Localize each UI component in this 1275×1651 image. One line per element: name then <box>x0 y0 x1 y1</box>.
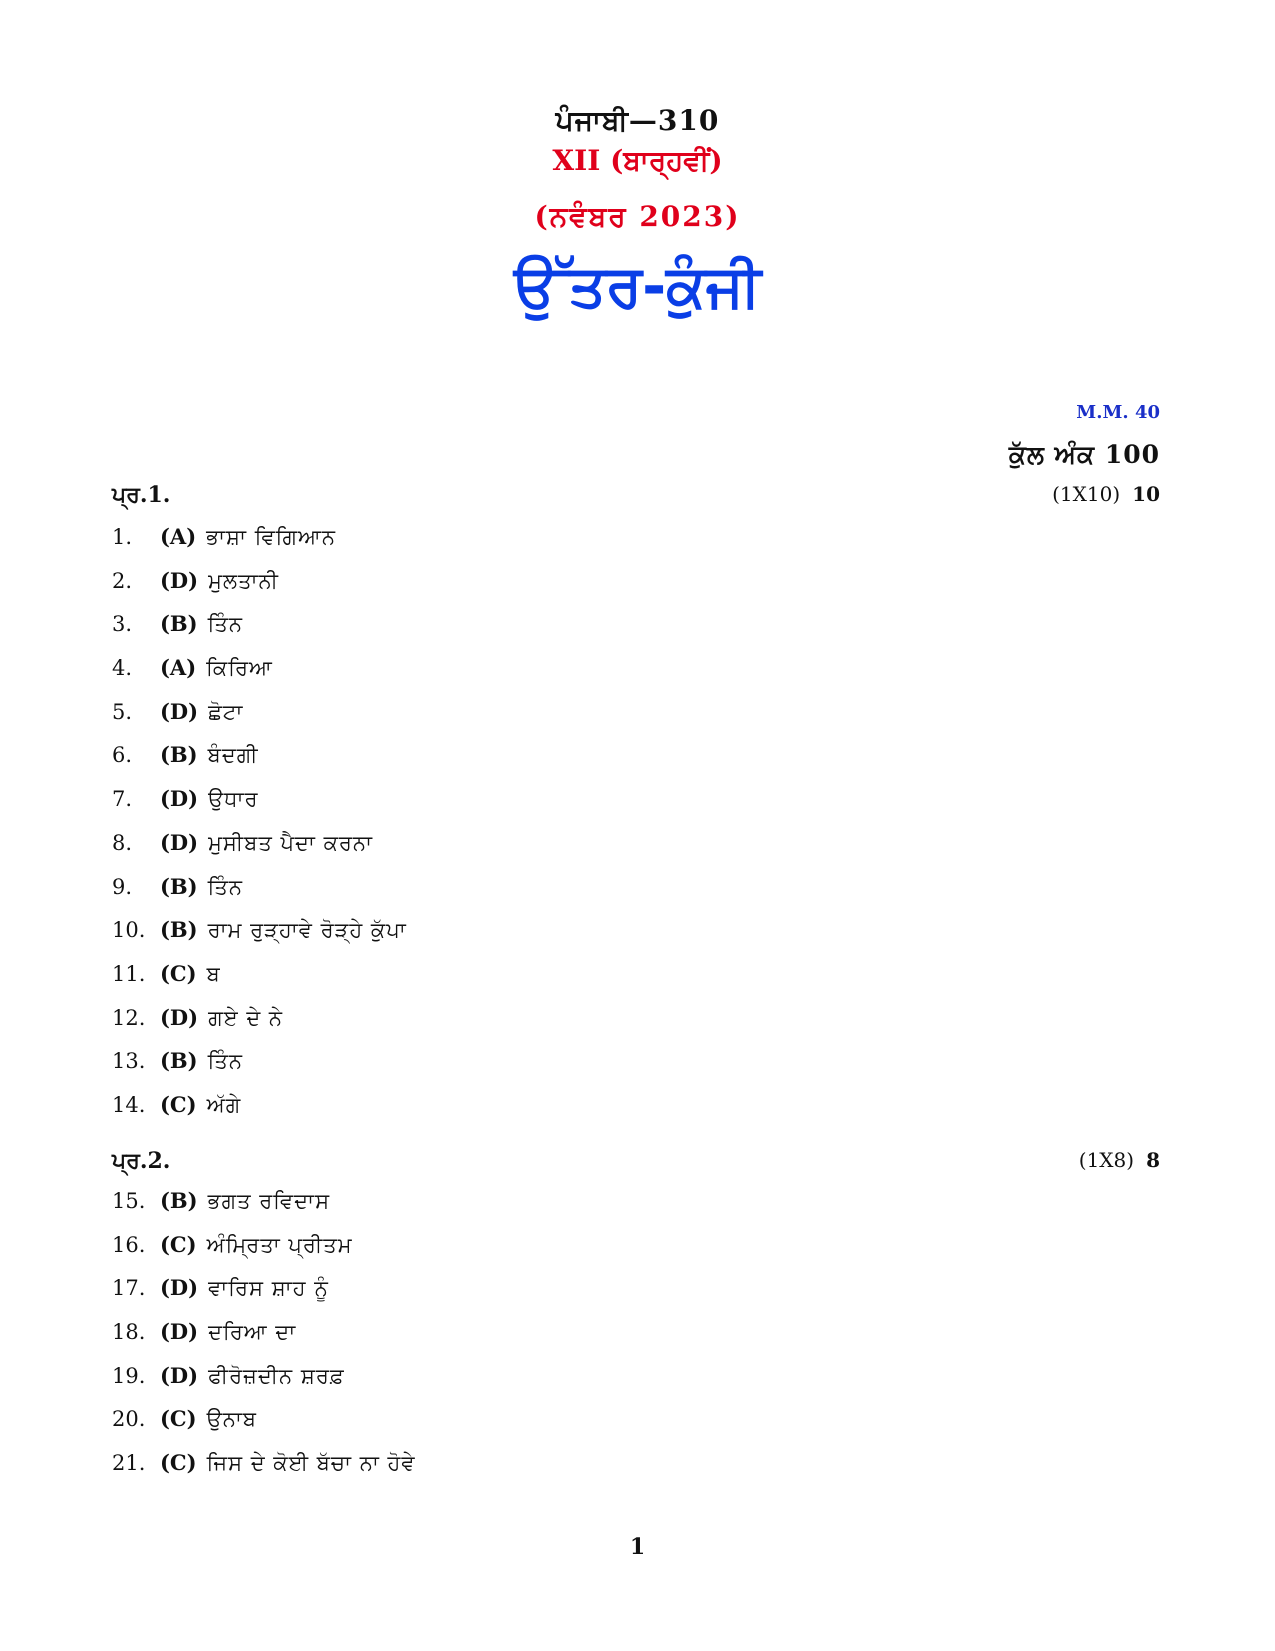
answer-option: (D) <box>160 698 199 724</box>
answer-option: (B) <box>160 1048 198 1074</box>
answer-text: ਬੰਦਗੀ <box>207 743 259 768</box>
answer-text: ਫੀਰੋਜ਼ਦੀਨ ਸ਼ਰਫ਼ <box>208 1363 345 1388</box>
answer-option: (B) <box>160 1188 198 1213</box>
answer-text: ਤਿੰਨ <box>207 612 243 637</box>
answer-text: ਜਿਸ ਦੇ ਕੋਈ ਬੱਚਾ ਨਾ ਹੋਵੇ <box>206 1451 416 1476</box>
answer-text: ਰਾਮ ਰੁੜ੍ਹਾਵੇ ਰੋੜ੍ਹੇ ਕੁੱਪਾ <box>207 918 407 943</box>
answer-item <box>112 830 407 874</box>
answer-item <box>112 1232 416 1276</box>
question-number: 19. <box>112 1363 146 1388</box>
max-marks: M.M. 40 <box>1076 402 1160 423</box>
question-number: 6. <box>112 743 133 768</box>
marks-total: 8 <box>1146 1148 1160 1172</box>
answer-item <box>112 742 407 786</box>
marks-total: 10 <box>1132 482 1160 506</box>
answer-item <box>112 786 407 830</box>
section-marks <box>1079 1148 1160 1172</box>
marks-pattern: (1X8) <box>1078 1148 1135 1172</box>
exam-session: (ਨਵੰਬਰ 2023) <box>534 200 741 233</box>
answer-text: ਅੱਗੇ <box>206 1092 242 1117</box>
answer-option: (B) <box>160 917 198 943</box>
answer-text: ਵਾਰਿਸ ਸ਼ਾਹ ਨੂੰ <box>208 1276 329 1301</box>
answer-option: (D) <box>160 1004 199 1030</box>
section-label: ਪ੍ਰ.1. <box>112 482 171 508</box>
answer-item <box>112 1450 416 1494</box>
answer-option: (D) <box>160 786 199 812</box>
answer-option: (D) <box>160 829 199 855</box>
question-number: 4. <box>112 656 133 681</box>
question-number: 13. <box>112 1049 146 1074</box>
answer-item <box>112 1048 407 1092</box>
answer-item <box>112 1363 416 1407</box>
answer-option: (D) <box>160 1362 199 1388</box>
answer-item <box>112 655 407 699</box>
answer-option: (D) <box>160 1275 199 1301</box>
answer-item <box>112 568 407 612</box>
answer-item <box>112 1188 416 1232</box>
section-label: ਪ੍ਰ.2. <box>112 1148 171 1174</box>
answer-item <box>112 1092 407 1136</box>
answer-text: ਤਿੰਨ <box>207 1049 243 1074</box>
question-number: 14. <box>112 1092 146 1117</box>
answer-option: (C) <box>160 1231 197 1257</box>
question-number: 1. <box>112 525 133 549</box>
page-title: ਉੱਤਰ-ਕੁੰਜੀ <box>513 252 762 320</box>
answer-option: (C) <box>160 1091 197 1117</box>
answer-text: ਤਿੰਨ <box>207 874 243 899</box>
answer-item <box>112 1005 407 1049</box>
question-number: 17. <box>112 1276 146 1301</box>
answer-option: (A) <box>160 524 197 549</box>
question-number: 15. <box>112 1189 146 1213</box>
section-header-q2 <box>112 1148 1160 1178</box>
section-header-q1 <box>112 482 1160 512</box>
question-number: 2. <box>112 568 133 593</box>
answer-option: (D) <box>160 1319 199 1345</box>
class-label: XII (ਬਾਰ੍ਹਵੀਂ) <box>552 144 723 177</box>
answer-option: (C) <box>160 1406 197 1432</box>
answer-item <box>112 699 407 743</box>
question-number: 20. <box>112 1407 146 1432</box>
answer-option: (D) <box>160 567 199 593</box>
answer-item <box>112 1275 416 1319</box>
answer-text: ਮੁਸੀਬਤ ਪੈਦਾ ਕਰਨਾ <box>208 830 374 855</box>
answer-item <box>112 524 407 568</box>
question-number: 16. <box>112 1232 146 1257</box>
answer-item <box>112 917 407 961</box>
answer-option: (B) <box>160 742 198 768</box>
answer-list-q2 <box>112 1188 416 1494</box>
answer-text: ਬ <box>206 961 221 986</box>
answer-item <box>112 1319 416 1363</box>
answer-item <box>112 611 407 655</box>
answer-text: ਭਾਸ਼ਾ ਵਿਗਿਆਨ <box>206 525 336 549</box>
answer-option: (B) <box>160 873 198 899</box>
question-number: 18. <box>112 1320 146 1345</box>
answer-text: ਛੋਟਾ <box>208 699 244 724</box>
page-number: 1 <box>629 1534 646 1560</box>
question-number: 11. <box>112 961 146 986</box>
answer-item <box>112 1406 416 1450</box>
answer-item <box>112 961 407 1005</box>
answer-list-q1 <box>112 524 407 1136</box>
question-number: 5. <box>112 699 133 724</box>
answer-item <box>112 874 407 918</box>
answer-option: (A) <box>160 655 197 681</box>
question-number: 21. <box>112 1451 146 1476</box>
answer-text: ਗਏ ਦੇ ਨੇ <box>208 1005 284 1030</box>
answer-option: (C) <box>160 960 197 986</box>
question-number: 12. <box>112 1005 146 1030</box>
question-number: 9. <box>112 874 133 899</box>
answer-text: ਉਨਾਬ <box>206 1407 258 1432</box>
answer-text: ਉਧਾਰ <box>208 787 259 812</box>
question-number: 8. <box>112 830 133 855</box>
answer-option: (B) <box>160 611 198 637</box>
answer-text: ਦਰਿਆ ਦਾ <box>208 1320 297 1345</box>
total-marks: ਕੁੱਲ ਅੰਕ 100 <box>1008 440 1160 469</box>
answer-option: (C) <box>160 1450 197 1476</box>
question-number: 3. <box>112 612 133 637</box>
answer-text: ਮੁਲਤਾਨੀ <box>208 568 279 593</box>
question-number: 10. <box>112 918 146 943</box>
answer-text: ਕਿਰਿਆ <box>206 656 273 681</box>
answer-text: ਭਗਤ ਰਵਿਦਾਸ <box>207 1189 331 1213</box>
question-number: 7. <box>112 787 133 812</box>
answer-text: ਅੰਮ੍ਰਿਤਾ ਪ੍ਰੀਤਮ <box>206 1232 353 1257</box>
marks-pattern: (1X10) <box>1052 482 1121 506</box>
section-marks <box>1052 482 1160 506</box>
subject-code: ਪੰਜਾਬੀ—310 <box>555 104 720 137</box>
